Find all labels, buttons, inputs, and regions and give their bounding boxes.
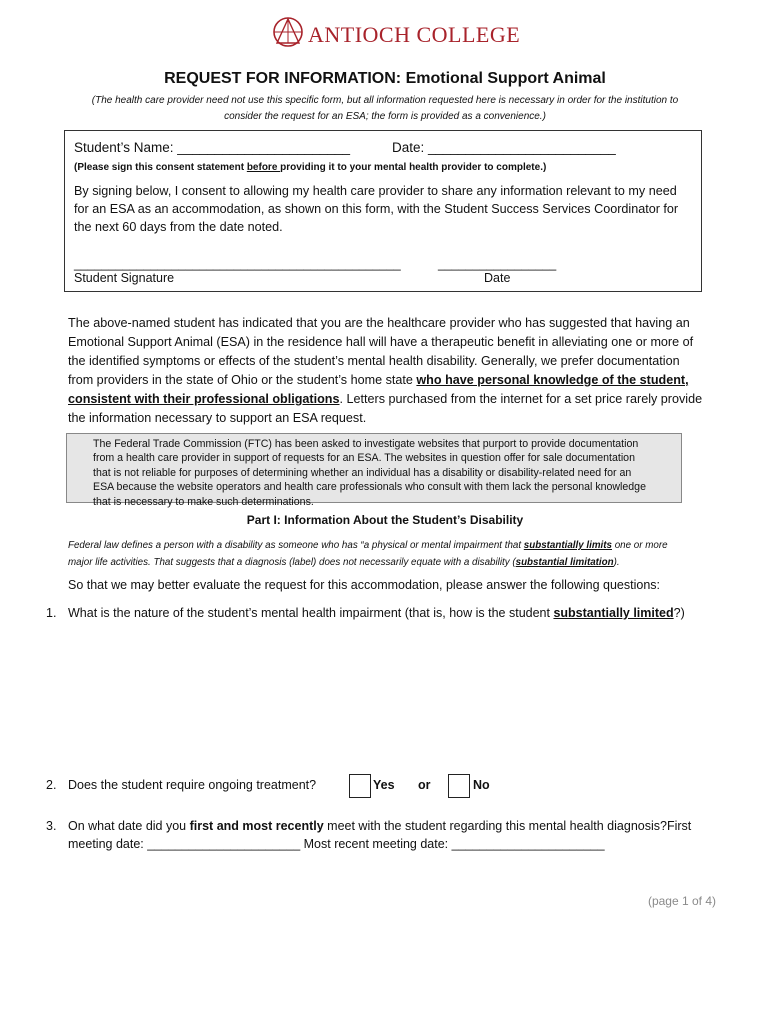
federal-line-1 bbox=[68, 537, 708, 554]
question-3-text-c: meet with the student regarding this mental health diagnosis?First bbox=[323, 819, 692, 833]
intro-paragraph bbox=[68, 314, 702, 428]
intro-line-5-emphasis: consistent with their professional obligations bbox=[68, 392, 340, 406]
no-label: No bbox=[473, 778, 490, 792]
federal-text-f: ). bbox=[613, 557, 620, 568]
intro-line-5-plain: . Letters purchased from the internet for a set price rarely provide bbox=[339, 392, 703, 406]
ftc-line-1: The Federal Trade Commission (FTC) has been asked to investigate websites that purport to provide documentation bbox=[93, 438, 639, 450]
signature-date-line[interactable]: _________________ bbox=[438, 257, 557, 271]
page-number: (page 1 of 4) bbox=[647, 894, 716, 908]
federal-text-d: major life activities. That suggests that a diagnosis (label) does not necessarily equate with a disability ( bbox=[68, 557, 516, 568]
signature-label: Student Signature bbox=[74, 271, 175, 285]
consent-date-field[interactable]: Date: _________________________ bbox=[392, 140, 616, 155]
federal-substantial-limitation: substantial limitation bbox=[515, 557, 614, 568]
ftc-line-5: that is necessary to make such determinations. bbox=[93, 495, 314, 508]
consent-line-2: for an ESA as an accommodation, as shown on this form, with the Student Success Services Coordinator for bbox=[74, 202, 679, 216]
federal-line-2 bbox=[68, 554, 708, 571]
consent-line-3: the next 60 days from the date noted. bbox=[74, 220, 283, 234]
subtitle-line-2: consider the request for an ESA; the form is provided as a convenience.) bbox=[224, 111, 546, 122]
subtitle-line-1: (The health care provider need not use this specific form, but all information requested here is necessary in order for the institution to bbox=[91, 95, 679, 106]
logo-wordmark: ANTIOCH COLLEGE bbox=[308, 22, 521, 47]
intro-line-3: the identified symptoms or effects of the student’s mental health disability. Generally, we prefer documentation bbox=[68, 354, 680, 368]
question-3-emphasis: first and most recently bbox=[189, 819, 324, 833]
question-1-number: 1. bbox=[46, 606, 57, 620]
question-2-text: Does the student require ongoing treatment? bbox=[68, 778, 317, 792]
yes-checkbox[interactable] bbox=[349, 774, 371, 798]
consent-statement bbox=[74, 182, 678, 236]
ftc-line-3: that is not reliable for purposes of determining whether an individual has a disability or disability-related need for an bbox=[93, 466, 632, 479]
question-3-line-1 bbox=[68, 817, 718, 835]
question-3-number: 3. bbox=[46, 819, 57, 833]
consent-note-before: before bbox=[246, 162, 281, 173]
document-subtitle bbox=[70, 93, 700, 125]
intro-line-4-plain: from providers in the state of Ohio or the student’s home state bbox=[68, 373, 417, 387]
consent-note bbox=[74, 162, 546, 173]
signature-line[interactable]: _______________________________________________ bbox=[74, 257, 401, 271]
federal-text-a: Federal law defines a person with a disability as someone who has “a physical or mental impairment that bbox=[68, 540, 524, 551]
or-label: or bbox=[418, 778, 431, 792]
student-name-field[interactable]: Student’s Name: _______________________ bbox=[74, 140, 350, 155]
yes-label: Yes bbox=[373, 778, 395, 792]
questions-lead: So that we may better evaluate the request for this accommodation, please answer the following questions: bbox=[68, 578, 660, 592]
question-1-emphasis: substantially limited bbox=[553, 606, 674, 620]
question-1-answer-area[interactable] bbox=[68, 626, 708, 766]
intro-line-4 bbox=[68, 371, 702, 390]
antioch-emblem-icon bbox=[272, 14, 304, 50]
question-3-text-a: On what date did you bbox=[68, 819, 190, 833]
ftc-line-4: ESA because the website operators and health care professionals who consult with them lack the personal knowledge bbox=[93, 481, 646, 494]
question-2-number: 2. bbox=[46, 778, 57, 792]
college-logo bbox=[272, 14, 532, 56]
federal-substantially-limits: substantially limits bbox=[523, 540, 612, 551]
question-3-dates-line[interactable]: meeting date: ______________________ Most recent meeting date: ______________________ bbox=[68, 837, 605, 851]
question-1-end: ?) bbox=[673, 606, 685, 620]
consent-note-prefix: (Please sign this consent statement bbox=[74, 162, 247, 173]
intro-line-6: the information necessary to support an ESA request. bbox=[68, 411, 367, 425]
intro-line-5 bbox=[68, 390, 702, 409]
part-1-heading: Part I: Information About the Student’s Disability bbox=[246, 513, 524, 527]
ftc-line-2: from a health care provider in support of requests for an ESA. The websites in question offer for sale documentation bbox=[93, 452, 635, 465]
intro-line-4-emphasis: who have personal knowledge of the student, bbox=[416, 373, 689, 387]
question-1 bbox=[68, 604, 685, 622]
federal-law-definition bbox=[68, 537, 708, 571]
question-1-text: What is the nature of the student’s mental health impairment (that is, how is the student bbox=[68, 606, 554, 620]
intro-line-2: Emotional Support Animal (ESA) in the residence hall will have a therapeutic benefit in alleviating one or more of bbox=[68, 335, 694, 349]
ftc-notice bbox=[66, 433, 682, 508]
federal-text-c: one or more bbox=[611, 540, 668, 551]
consent-note-suffix: providing it to your mental health provider to complete.) bbox=[280, 162, 547, 173]
question-3 bbox=[68, 817, 718, 853]
no-checkbox[interactable] bbox=[448, 774, 470, 798]
signature-date-label: Date bbox=[484, 271, 511, 285]
consent-line-1: By signing below, I consent to allowing my health care provider to share any information relevant to my need bbox=[74, 184, 677, 198]
document-title: REQUEST FOR INFORMATION: Emotional Support Animal bbox=[164, 70, 606, 87]
intro-line-1: The above-named student has indicated that you are the healthcare provider who has suggested that having an bbox=[68, 316, 690, 330]
